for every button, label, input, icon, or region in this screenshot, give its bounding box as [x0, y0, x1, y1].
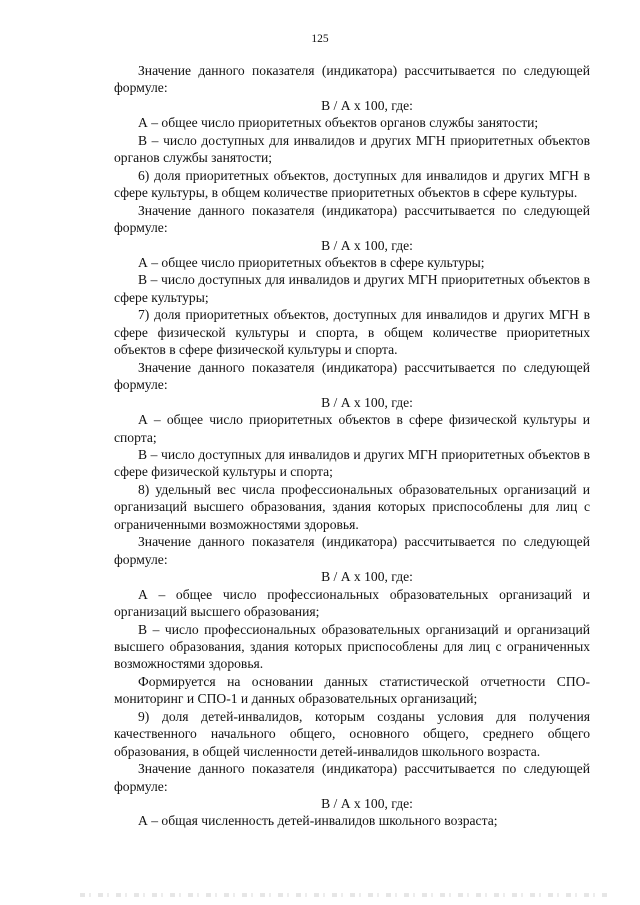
paragraph: А – общее число приоритетных объектов в сфере физической культуры и спорта;	[114, 412, 590, 445]
paragraph: Значение данного показателя (индикатора) рассчитывается по следующей формуле:	[114, 534, 590, 567]
page-number: 125	[311, 33, 329, 45]
paragraph: Значение данного показателя (индикатора) рассчитывается по следующей формуле:	[114, 761, 590, 794]
paragraph: В – число доступных для инвалидов и других МГН приоритетных объектов органов службы занятости;	[114, 132, 590, 166]
formula-line: В / А х 100, где:	[321, 394, 413, 410]
paragraph: В – число доступных для инвалидов и других МГН приоритетных объектов в сфере физической культуры и спорта;	[114, 446, 590, 480]
paragraph: А – общее число приоритетных объектов в сфере культуры;	[138, 254, 485, 270]
formula-line: В / А х 100, где:	[321, 237, 413, 253]
paragraph: Значение данного показателя (индикатора) рассчитывается по следующей формуле:	[114, 202, 590, 236]
document-body	[114, 62, 590, 830]
paragraph: 6) доля приоритетных объектов, доступных для инвалидов и других МГН в сфере культуры, в общем количестве приоритетных объектов в сфере культуры.	[114, 167, 590, 201]
paragraph: Значение данного показателя (индикатора) рассчитывается по следующей формуле:	[114, 63, 590, 96]
paragraph: А – общее число приоритетных объектов органов службы занятости;	[138, 115, 539, 131]
paragraph: Значение данного показателя (индикатора) рассчитывается по следующей формуле:	[114, 359, 590, 393]
paragraph: Формируется на основании данных статистической отчетности СПО-мониторинг и СПО-1 и данных образовательных организаций;	[114, 673, 590, 707]
paragraph: А – общая численность детей-инвалидов школьного возраста;	[138, 813, 498, 829]
paragraph: В – число профессиональных образовательных организаций и организаций высшего образования, здания которых приспособлены для лиц с ограниченных возможностями здоровья.	[114, 621, 590, 672]
footer-scan-artifact	[80, 893, 610, 897]
formula-line: В / А х 100, где:	[321, 796, 413, 812]
paragraph: А – общее число профессиональных образовательных организаций и организаций высшего образования;	[114, 586, 590, 620]
paragraph: В – число доступных для инвалидов и других МГН приоритетных объектов в сфере культуры;	[114, 272, 590, 305]
formula-line: В / А х 100, где:	[321, 97, 413, 113]
paragraph: 9) доля детей-инвалидов, которым созданы условия для получения качественного начального общего, основного общего, среднего общего образования, в общей численности детей-инвалидов школьного возраста.	[114, 708, 590, 759]
paragraph: 8) удельный вес числа профессиональных образовательных организаций и организаций высшего образования, здания которых приспособлены для лиц с ограниченными возможностями здоровья.	[114, 481, 590, 532]
paragraph: 7) доля приоритетных объектов, доступных для инвалидов и других МГН в сфере физической культуры и спорта, в общем количестве приоритетных объектов в сфере физической культуры и спорта.	[114, 307, 590, 358]
formula-line: В / А х 100, где:	[321, 569, 413, 585]
